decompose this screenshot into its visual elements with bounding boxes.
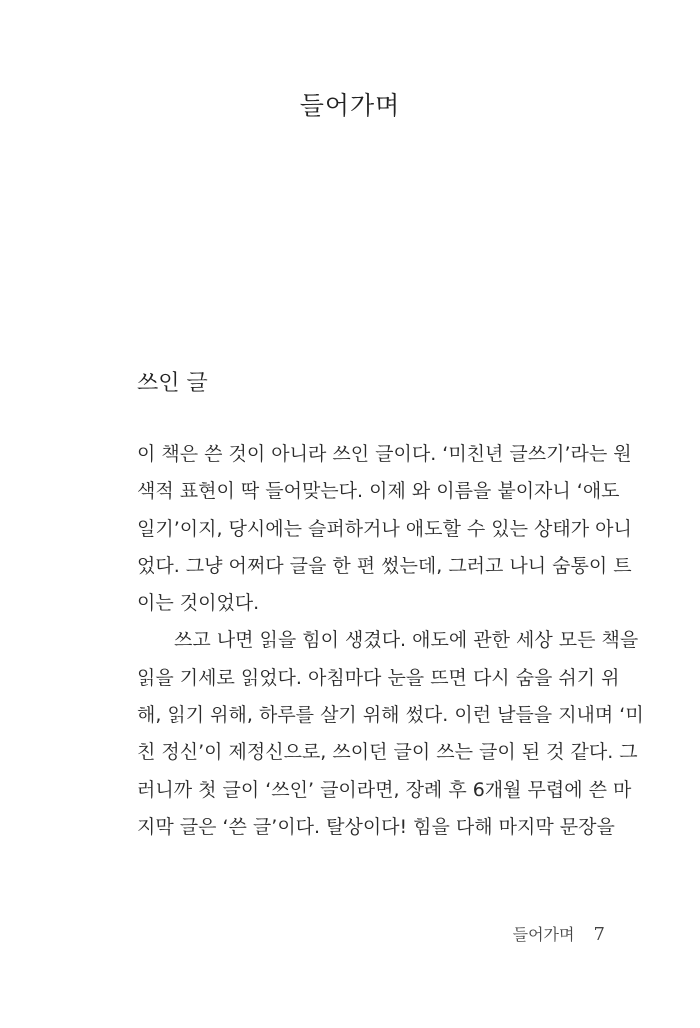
text-line: 이 책은 쓴 것이 아니라 쓰인 글이다. ‘미친년 글쓰기’라는 원 [137, 443, 632, 465]
body-text [137, 436, 644, 846]
text-line: 읽을 기세로 읽었다. 아침마다 눈을 뜨면 다시 숨을 쉬기 위 [137, 666, 620, 689]
text-line: 친 정신’이 제정신으로, 쓰이던 글이 쓰는 글이 된 것 같다. 그 [137, 741, 638, 764]
text-line: 지막 글은 ‘쓴 글’이다. 탈상이다! 힘을 다해 마지막 문장을 [137, 815, 615, 838]
section-heading: 쓰인 글 [137, 371, 208, 396]
paragraph-1 [137, 436, 632, 622]
text-line: 해, 읽기 위해, 하루를 살기 위해 썼다. 이런 날들을 지내며 ‘미 [137, 704, 644, 727]
text-line: 색적 표현이 딱 들어맞는다. 이제 와 이름을 붙이자니 ‘애도 [137, 480, 620, 503]
paragraph-2 [137, 622, 644, 846]
page-footer [513, 922, 605, 945]
chapter-title: 들어가며 [299, 91, 401, 120]
text-line: 일기’이지, 당시에는 슬퍼하거나 애도할 수 있는 상태가 아니 [137, 517, 632, 540]
running-head: 들어가며 [512, 925, 575, 944]
text-line: 었다. 그냥 어쩌다 글을 한 편 썼는데, 그러고 나니 숨통이 트 [137, 554, 632, 577]
text-line: 쓰고 나면 읽을 힘이 생겼다. 애도에 관한 세상 모든 책을 [174, 629, 639, 652]
text-line: 러니까 첫 글이 ‘쓰인’ 글이라면, 장례 후 6개월 무렵에 쓴 마 [137, 778, 632, 801]
text-line: 이는 것이었다. [137, 592, 260, 615]
page-number: 7 [593, 924, 605, 945]
